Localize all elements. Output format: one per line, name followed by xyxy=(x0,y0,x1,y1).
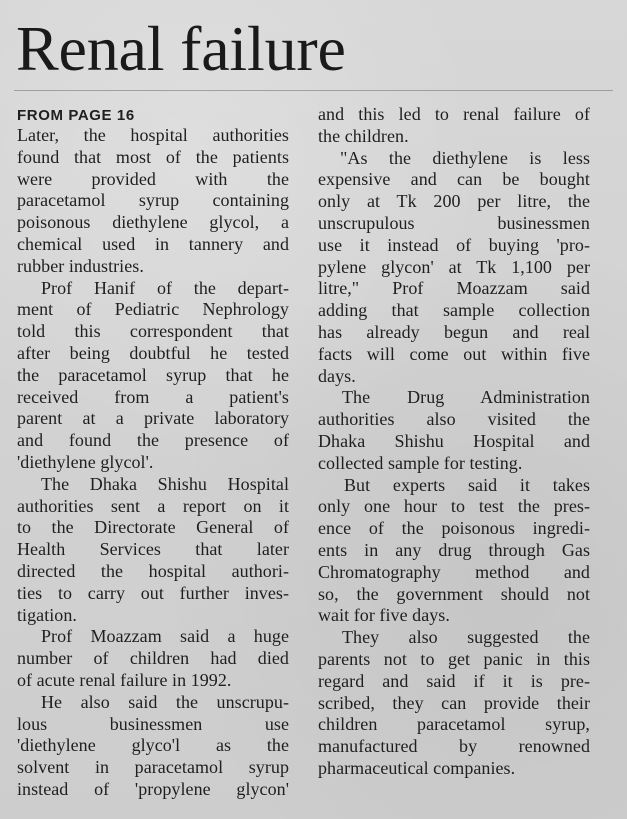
article-line: ment of Pediatric Nephrology xyxy=(17,299,289,320)
article-line: wait for five days. xyxy=(318,605,450,626)
article-line: authorities sent a report on it xyxy=(17,495,289,516)
headline-rule xyxy=(14,90,613,91)
article-line: paracetamol syrup containing xyxy=(17,190,289,211)
article-line: told this correspondent that xyxy=(17,321,289,342)
article-line: solvent in paracetamol syrup xyxy=(17,757,289,778)
article-line: ents in any drug through Gas xyxy=(318,539,590,560)
article-line: parents not to get panic in this xyxy=(318,648,590,669)
article-line: children paracetamol syrup, xyxy=(318,714,590,735)
article-line: Later, the hospital authorities xyxy=(17,125,289,145)
article-column-1 xyxy=(17,108,289,801)
article-line: facts will come out within five xyxy=(318,343,590,364)
article-line: tigation. xyxy=(17,604,77,625)
article-line: regard and said if it is pre- xyxy=(318,670,590,691)
article-line: lous businessmen use xyxy=(17,713,289,734)
article-line: instead of 'propylene glycon' xyxy=(17,778,289,799)
article-line: has already begun and real xyxy=(318,321,590,342)
article-line: He also said the unscrupu- xyxy=(41,691,289,712)
article-line: to the Directorate General of xyxy=(17,517,289,538)
article-line: found that most of the patients xyxy=(17,146,289,167)
article-line: They also suggested the xyxy=(342,627,590,648)
article-line: use it instead of buying 'pro- xyxy=(318,234,590,255)
article-line: directed the hospital authori- xyxy=(17,560,289,581)
article-line: the paracetamol syrup that he xyxy=(17,364,289,385)
article-column-2 xyxy=(318,104,590,801)
article-line: after being doubtful he tested xyxy=(17,342,289,363)
article-line: ties to carry out further inves- xyxy=(17,582,289,603)
article-line: unscrupulous businessmen xyxy=(318,212,590,233)
headline: Renal failure xyxy=(16,13,346,84)
article-line: were provided with the xyxy=(17,168,289,189)
article-line: pylene glycon' at Tk 1,100 per xyxy=(318,256,590,277)
article-line: so, the government should not xyxy=(318,583,590,604)
article-line: and this led to renal failure of xyxy=(318,104,590,124)
article-line: of acute renal failure in 1992. xyxy=(17,669,232,690)
article-line: poisonous diethylene glycol, a xyxy=(17,212,289,233)
article-line: 'diethylene glycol'. xyxy=(17,451,154,472)
article-line: only one hour to test the pres- xyxy=(318,496,590,517)
article-line: manufactured by renowned xyxy=(318,736,590,757)
article-line: Prof Moazzam said a huge xyxy=(41,626,289,647)
article-line: number of children had died xyxy=(17,648,289,669)
article-line: "As the diethylene is less xyxy=(340,147,590,168)
article-line: pharmaceutical companies. xyxy=(318,757,516,778)
article-line: expensive and can be bought xyxy=(318,169,590,190)
article-line: Prof Hanif of the depart- xyxy=(41,277,289,298)
article-line: litre," Prof Moazzam said xyxy=(318,278,590,299)
article-line: received from a patient's xyxy=(17,386,289,407)
article-line: ence of the poisonous ingredi- xyxy=(318,518,590,539)
article-line: the children. xyxy=(318,125,409,146)
article-line: only at Tk 200 per litre, the xyxy=(318,191,590,212)
article-line: The Dhaka Shishu Hospital xyxy=(41,473,289,494)
article-line: scribed, they can provide their xyxy=(318,692,590,713)
article-line: adding that sample collection xyxy=(318,300,590,321)
article-line: Chromatography method and xyxy=(318,561,590,582)
article-line: parent at a private laboratory xyxy=(17,408,289,429)
kicker: FROM PAGE 16 xyxy=(17,107,135,124)
article-line: days. xyxy=(318,365,356,386)
article-body xyxy=(17,104,590,801)
article-line: authorities also visited the xyxy=(318,409,590,430)
article-line: rubber industries. xyxy=(17,255,144,276)
article-line: collected sample for testing. xyxy=(318,452,523,473)
article-line: and found the presence of xyxy=(17,430,289,451)
article-line: chemical used in tannery and xyxy=(17,233,289,254)
article-line: But experts said it takes xyxy=(344,474,590,495)
article-line: Dhaka Shishu Hospital and xyxy=(318,430,590,451)
article-line: The Drug Administration xyxy=(342,387,590,408)
article-line: Health Services that later xyxy=(17,539,289,560)
article-line: 'diethylene glyco'l as the xyxy=(17,735,289,756)
